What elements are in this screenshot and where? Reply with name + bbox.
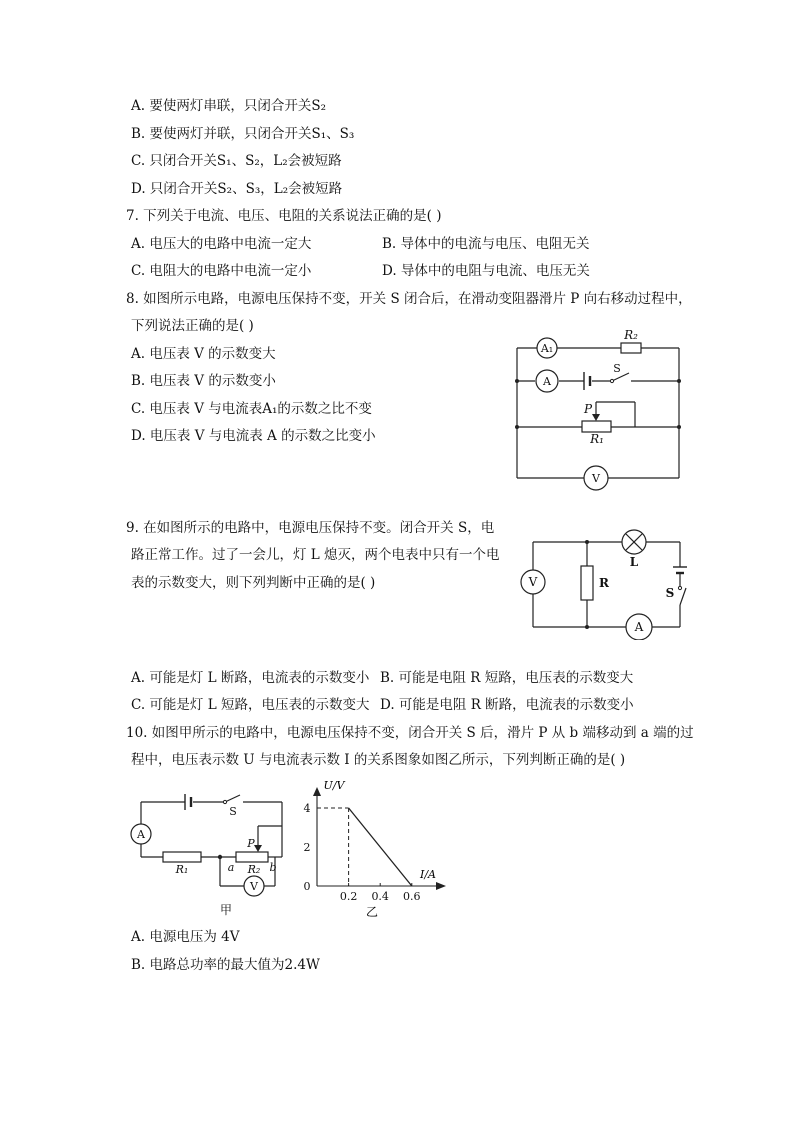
q8-option-b: B. 电压表 V 的示数变小	[131, 373, 276, 389]
q8-r1-label: R₁	[590, 432, 604, 446]
q8-circuit-diagram	[505, 322, 690, 492]
q6-option-b: B. 要使两灯并联，只闭合开关S₁、S₃	[131, 126, 355, 142]
q10-figure-yi-caption: 乙	[365, 905, 379, 919]
q10-option-a: A. 电源电压为 4V	[131, 929, 240, 945]
q10-voltmeter-label: V	[250, 880, 258, 893]
q9-option-c: C. 可能是灯 L 短路，电压表的示数变大	[131, 697, 370, 713]
q9-voltmeter-label: V	[528, 575, 538, 589]
q8-option-a: A. 电压表 V 的示数变大	[131, 346, 276, 362]
q7-option-b: B. 导体中的电流与电压、电阻无关	[382, 236, 590, 252]
q9-lamp-label: L	[629, 555, 639, 569]
q10-r1-label: R₁	[175, 863, 189, 876]
q6-option-d: D. 只闭合开关S₂、S₃，L₂会被短路	[131, 181, 343, 197]
x-tick-label-1: 0.4	[371, 890, 389, 903]
q9-option-a: A. 可能是灯 L 断路，电流表的示数变小	[131, 670, 370, 686]
q8-option-d: D. 电压表 V 与电流表 A 的示数之比变小	[131, 428, 376, 444]
q7-option-a: A. 电压大的电路中电流一定大	[131, 236, 312, 252]
q9-option-d: D. 可能是电阻 R 断路，电流表的示数变小	[380, 697, 634, 713]
y-tick-label-2: 4	[303, 802, 311, 815]
q9-ammeter-label: A	[634, 620, 644, 634]
series-line	[349, 808, 412, 886]
q9-stem-line1: 9. 在如图所示的电路中，电源电压保持不变。闭合开关 S，电	[126, 520, 495, 536]
q10-end-a-label: a	[227, 861, 235, 874]
q6-option-a: A. 要使两灯串联，只闭合开关S₂	[131, 98, 326, 114]
y-tick-label-1: 2	[303, 841, 311, 854]
q10-stem-line1: 10. 如图甲所示的电路中，电源电压保持不变，闭合开关 S 后，滑片 P 从 b 端移动到 a 端的过	[126, 725, 694, 741]
q8-r2-label: R₂	[624, 328, 638, 342]
x-axis-label: I/A	[420, 868, 436, 881]
q9-switch-label: S	[665, 586, 675, 600]
q7-option-d: D. 导体中的电阻与电流、电压无关	[382, 263, 590, 279]
q10-end-b-label: b	[269, 861, 277, 874]
q7-stem: 7. 下列关于电流、电压、电阻的关系说法正确的是( )	[126, 208, 442, 224]
y-axis-label: U/V	[323, 779, 345, 792]
q10-ammeter-label: A	[137, 828, 145, 841]
q9-stem-line3: 表的示数变大，则下列判断中正确的是( )	[131, 575, 376, 591]
q8-voltmeter-label: V	[592, 472, 600, 485]
y-tick-label-0: 0	[303, 880, 311, 893]
q9-circuit-diagram	[512, 525, 697, 640]
x-tick-label-2: 0.6	[403, 890, 421, 903]
q9-stem-line2: 路正常工作。过了一会儿，灯 L 熄灭，两个电表中只有一个电	[131, 547, 500, 563]
q10-circuit-jia	[126, 788, 296, 923]
q8-switch-label: S	[613, 362, 621, 375]
q10-slider-label: P	[247, 837, 255, 850]
q9-option-b: B. 可能是电阻 R 短路，电压表的示数变大	[380, 670, 634, 686]
q8-stem-line2: 下列说法正确的是( )	[131, 318, 254, 334]
q10-stem-line2: 程中，电压表示数 U 与电流表示数 I 的关系图象如图乙所示，下列判断正确的是( )	[131, 752, 626, 768]
x-tick-label-0: 0.2	[339, 890, 358, 903]
q8-ammeter-a-label: A	[543, 375, 551, 388]
q8-slider-label: P	[583, 402, 593, 416]
q6-option-c: C. 只闭合开关S₁、S₂，L₂会被短路	[131, 153, 342, 169]
q10-r2-label: R₂	[247, 863, 261, 876]
q10-graph-yi	[296, 775, 456, 925]
q8-option-c: C. 电压表 V 与电流表A₁的示数之比不变	[131, 401, 372, 417]
q7-option-c: C. 电阻大的电路中电流一定小	[131, 263, 312, 279]
q10-figure-jia-caption: 甲	[219, 903, 233, 917]
q10-switch-label: S	[229, 805, 237, 818]
q8-ammeter-a1-label: A₁	[540, 342, 554, 355]
q8-stem-line1: 8. 如图所示电路，电源电压保持不变，开关 S 闭合后，在滑动变阻器滑片 P 向右移动过程中，	[126, 291, 692, 307]
q9-resistor-label: R	[599, 576, 609, 590]
q10-option-b: B. 电路总功率的最大值为2.4W	[131, 957, 320, 973]
